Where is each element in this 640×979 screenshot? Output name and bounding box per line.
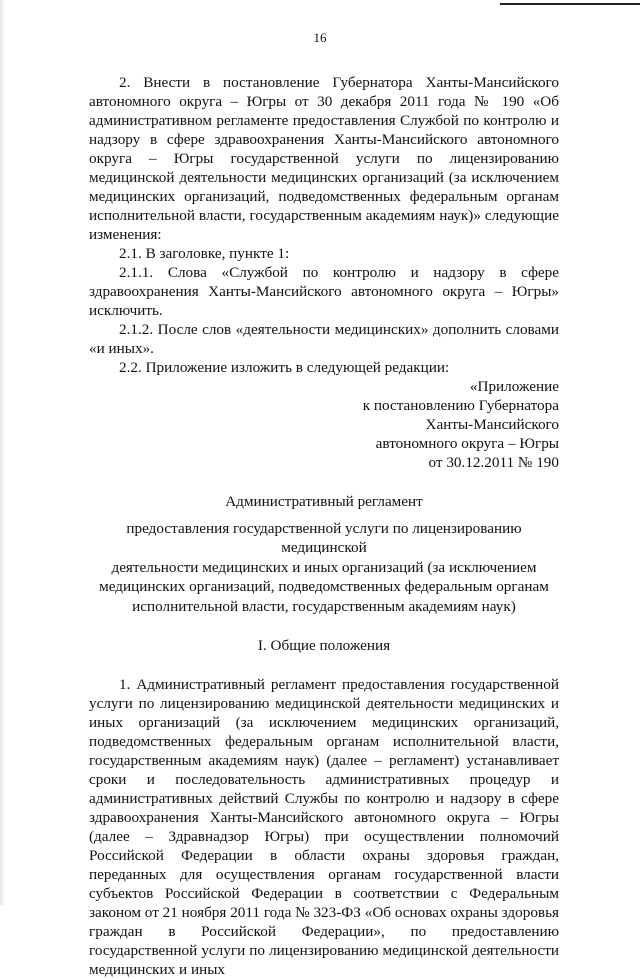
document-body: [89, 73, 559, 979]
appendix-line: «Приложение: [469, 378, 559, 395]
paragraph-2-1: 2.1. В заголовке, пункте 1:: [119, 245, 290, 262]
appendix-line: автономного округа – Югры: [375, 435, 559, 452]
paragraph-2-1-1: 2.1.1. Слова «Службой по контролю и надзору в сфере здравоохранения Ханты-Мансийского автономного округа – Югры» исключить.: [89, 264, 559, 319]
page-number: 16: [313, 30, 327, 45]
paragraph-2: 2. Внести в постановление Губернатора Ханты-Мансийского автономного округа – Югры от 30 декабря 2011 года № 190 «Об административном регламенте предоставления Службой по контролю и надзору в сфере здравоохранения Ханты-Мансийского автономного округа – Югры государственной услуги по лицензированию медицинской деятельности медицинских организаций (за исключением медицинских организаций, подведомственных федеральным органам исполнительной власти, государственным академиям наук)» следующие изменения:: [89, 74, 559, 243]
section-paragraph-1: 1. Административный регламент предоставления государственной услуги по лицензированию медицинской деятельности медицинских и иных организаций (за исключением медицинских организаций, подведомственных федеральным органам исполнительной власти, государственным академиям наук) (далее – регламент) устанавливает сроки и последовательность административных процедур и административных действий Службы по контролю и надзору в сфере здравоохранения Ханты-Мансийского автономного округа – Югры (далее – Здравнадзор Югры) при осуществлении полномочий Российской Федерации в области охраны здоровья граждан, переданных для осуществления органам государственной власти субъектов Российской Федерации в соответствии с Федеральным законом от 21 ноября 2011 года № 323-ФЗ «Об основах охраны здоровья граждан в Российской Федерации», по предоставлению государственной услуги по лицензированию медицинской деятельности медицинских и иных: [89, 676, 559, 978]
appendix-header: [89, 377, 559, 472]
regulation-title: [89, 492, 559, 616]
regulation-title-line: предоставления государственной услуги по лицензированию медицинской: [126, 519, 522, 556]
paragraph-2-2: 2.2. Приложение изложить в следующей редакции:: [119, 359, 450, 376]
scan-mark-line: [500, 3, 640, 5]
regulation-title-line: Административный регламент: [225, 493, 423, 510]
appendix-line: от 30.12.2011 № 190: [428, 454, 559, 471]
scan-edge: [0, 0, 6, 905]
appendix-line: Ханты-Мансийского: [425, 416, 559, 433]
section-heading: I. Общие положения: [257, 637, 391, 654]
appendix-line: к постановлению Губернатора: [362, 397, 559, 414]
regulation-title-line: исполнительной власти, государственным академиям наук): [132, 597, 516, 615]
regulation-title-line: деятельности медицинских и иных организаций (за исключением: [111, 558, 537, 576]
paragraph-2-1-2: 2.1.2. После слов «деятельности медицинских» дополнить словами «и иных».: [89, 321, 559, 357]
regulation-title-line: медицинских организаций, подведомственных федеральным органам: [99, 578, 549, 595]
